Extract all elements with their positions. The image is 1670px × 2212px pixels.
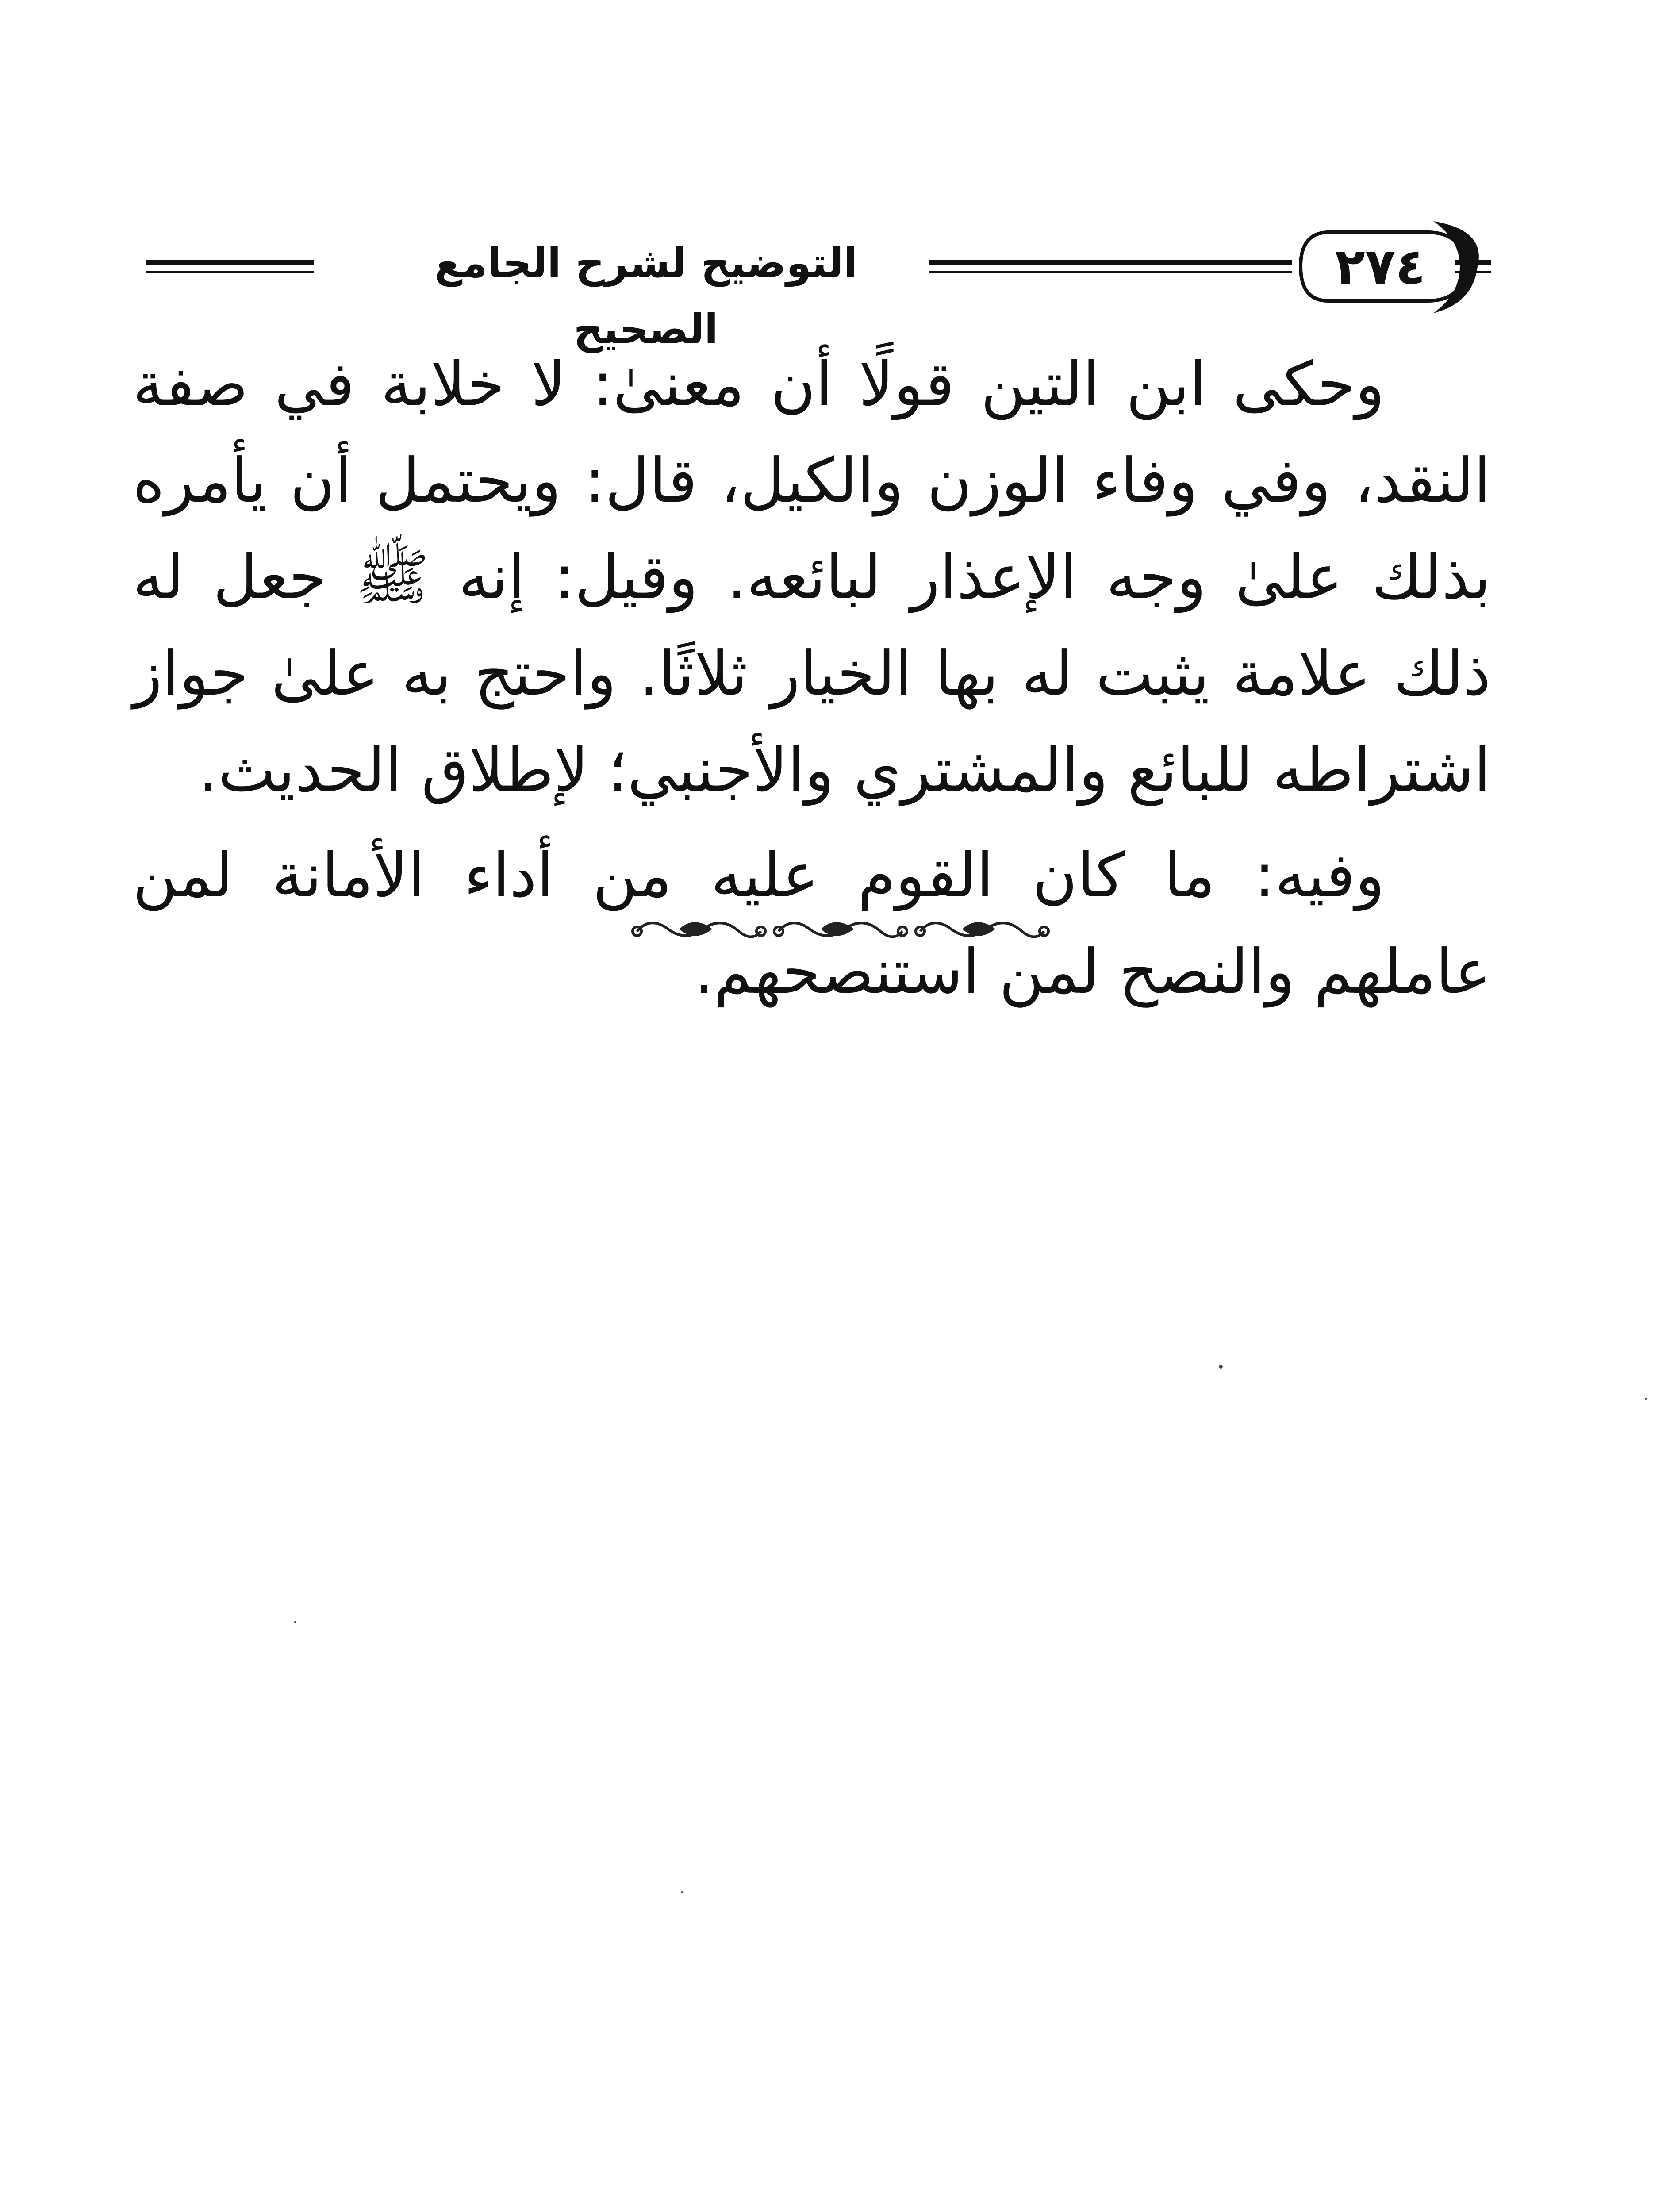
- paragraph: وحكى ابن التين قولًا أن معنىٰ: لا خلابة في صفة النقد، وفي وفاء الوزن والكيل، قال: ويحتمل أن يأمره بذلك علىٰ وجه الإعذار لبائعه. وقيل: إنه ﷺ جعل له ذلك علامة يثبت له بها الخيار ثلاثًا. واحتج به علىٰ جواز اشتراطه للبائع والمشتري والأجنبي؛ لإطلاق الحديث.: [133, 349, 1491, 806]
- page-number: ٢٧٤: [1335, 238, 1426, 296]
- running-header: [133, 212, 1491, 353]
- scan-speck: [1219, 1365, 1223, 1369]
- scan-speck: [294, 1621, 296, 1623]
- running-title: التوضيح لشرح الجامع الصحيح: [380, 230, 911, 296]
- scan-speck: [681, 1891, 683, 1893]
- floral-divider-icon: [619, 911, 1062, 951]
- paragraph: وفيه: ما كان القوم عليه من أداء الأمانة لمن عاملهم والنصح لمن استنصحهم.: [133, 840, 1491, 1007]
- scan-speck: [1645, 1398, 1647, 1400]
